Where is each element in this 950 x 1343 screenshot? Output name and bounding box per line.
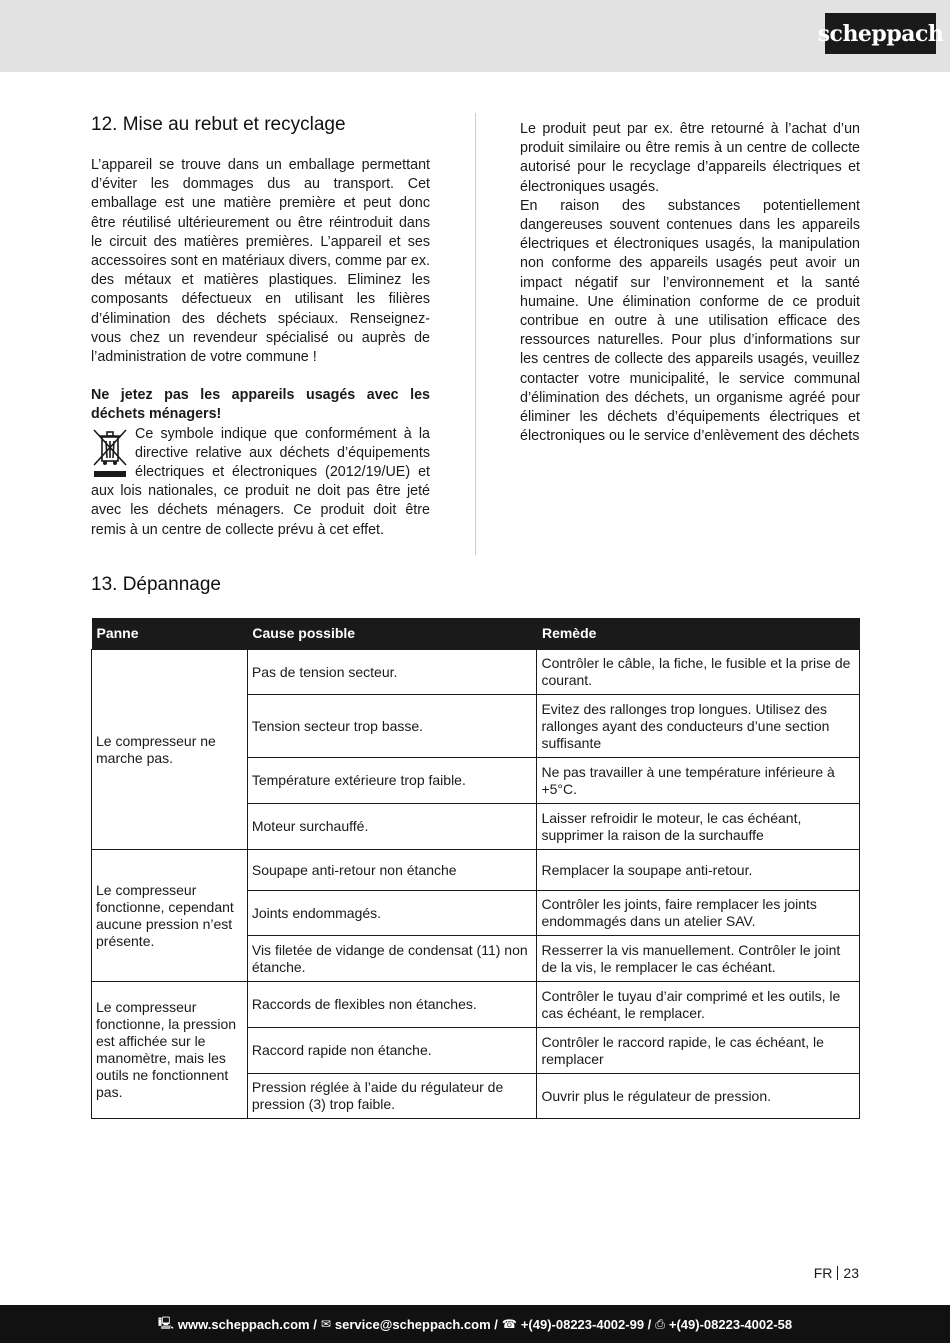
section-12-left-column: [91, 114, 430, 540]
fault-cell: Le compresseur fonctionne, cependant aucune pression n’est présente.: [92, 850, 248, 982]
cause-cell: Raccords de flexibles non étanches.: [247, 982, 537, 1028]
fax-icon: ⎙: [655, 1316, 665, 1331]
cause-cell: Moteur surchauffé.: [247, 804, 537, 850]
computer-icon: 🖳: [157, 1315, 174, 1330]
remedy-cell: Remplacer la soupape anti-retour.: [537, 850, 860, 891]
crossed-bin-icon: [91, 427, 129, 479]
cause-cell: Tension secteur trop basse.: [247, 695, 537, 758]
cause-cell: Pas de tension secteur.: [247, 650, 537, 695]
page-number: [814, 1265, 859, 1281]
remedy-cell: Contrôler le raccord rapide, le cas échéant, le remplacer: [537, 1028, 860, 1074]
table-row: [92, 982, 860, 1028]
brand-logo[interactable]: scheppach: [825, 13, 936, 54]
column-header-panne: Panne: [92, 618, 248, 650]
cause-cell: Raccord rapide non étanche.: [247, 1028, 537, 1074]
footer-bar: [0, 1305, 950, 1343]
column-header-remede: Remède: [537, 618, 860, 650]
fault-cell: Le compresseur ne marche pas.: [92, 650, 248, 850]
page-separator: [837, 1266, 838, 1280]
return-paragraph: Le produit peut par ex. être retourné à l’achat d’un produit similaire ou être remis à un centre de collecte autorisé pour le recyclage d’appareils électriques et électroniques usagés.: [520, 121, 860, 195]
cause-cell: Soupape anti-retour non étanche: [247, 850, 537, 891]
hazard-paragraph: En raison des substances potentiellement dangereuses souvent contenues dans les appareils électriques et électroniques usagés, la manipulation non conforme des appareils usagés peut avoir un impact négatif sur l’environnement et la santé humaine. Une élimination conforme de ce produit contribue en outre à une utilisation efficace des ressources naturelles. Pour plus d’informations sur les centres de collecte des appareils usagés, veuillez contacter votre municipalité, le service communal d’élimination des déchets, un organisme agréé pour éliminer les déchets d’équipements électriques et électroniques ou le service d’enlèvement des déchets: [520, 197, 860, 445]
household-waste-warning: Ne jetez pas les appareils usagés avec les déchets ménagers!: [91, 387, 430, 423]
remedy-cell: Ouvrir plus le régulateur de pression.: [537, 1074, 860, 1119]
section-12-number: 12.: [91, 114, 118, 135]
weee-notice: [91, 425, 430, 540]
phone-icon: ☎: [501, 1317, 517, 1331]
cause-cell: Vis filetée de vidange de condensat (11) non étanche.: [247, 936, 537, 982]
section-13-title: Dépannage: [122, 574, 221, 595]
page-language: FR: [813, 1265, 833, 1281]
remedy-cell: Laisser refroidir le moteur, le cas échéant, supprimer la raison de la surchauffe: [537, 804, 860, 850]
footer-email-link[interactable]: service@scheppach.com /: [334, 1316, 498, 1332]
footer-phone: +(49)-08223-4002-99 /: [520, 1316, 652, 1332]
section-13-number: 13.: [91, 574, 118, 595]
column-header-cause: Cause possible: [247, 618, 537, 650]
disposal-paragraph: L’appareil se trouve dans un emballage permettant d’éviter les dommages dus au transport. Cet emballage est une matière première et peut donc être réutilisé ultérieurement ou être réintroduit dans le circuit des matières premières. L’appareil et ses accessoires sont en matériaux divers, comme par ex. des métaux et matières plastiques. Eliminez les composants défectueux en utilisant les filières d’élimination des déchets spéciaux. Renseignez-vous chez un revendeur spécialisé ou auprès de l’administration de votre commune !: [91, 157, 430, 366]
header-bar: [0, 0, 950, 72]
cause-cell: Température extérieure trop faible.: [247, 758, 537, 804]
section-13-heading: [91, 574, 221, 596]
remedy-cell: Evitez des rallonges trop longues. Utilisez des rallonges ayant des conducteurs d’une section suffisante: [537, 695, 860, 758]
cause-cell: Joints endommagés.: [247, 891, 537, 936]
footer-fax: +(49)-08223-4002-58: [668, 1316, 793, 1332]
section-12-right-column: [520, 120, 860, 446]
table-header-row: [92, 618, 860, 650]
weee-paragraph: Ce symbole indique que conformément à la directive relative aux déchets d’équipements électriques et électroniques (2012/19/UE) et aux lois nationales, ce produit ne doit pas être jeté avec les déchets ménagers. Ce produit doit être remis à un centre de collecte prévu à cet effet.: [91, 425, 430, 538]
fault-cell: Le compresseur fonctionne, la pression est affichée sur le manomètre, mais les outils ne fonctionnent pas.: [92, 982, 248, 1119]
table-row: [92, 850, 860, 891]
mail-icon: ✉: [320, 1317, 331, 1331]
remedy-cell: Resserrer la vis manuellement. Contrôler le joint de la vis, le remplacer le cas échéant.: [537, 936, 860, 982]
troubleshooting-table: [91, 618, 860, 1119]
footer-website-link[interactable]: www.scheppach.com /: [177, 1316, 317, 1332]
remedy-cell: Contrôler le câble, la fiche, le fusible et la prise de courant.: [537, 650, 860, 695]
remedy-cell: Ne pas travailler à une température inférieure à +5°C.: [537, 758, 860, 804]
section-12-heading: [91, 114, 430, 136]
cause-cell: Pression réglée à l’aide du régulateur de pression (3) trop faible.: [247, 1074, 537, 1119]
remedy-cell: Contrôler le tuyau d’air comprimé et les outils, le cas échéant, le remplacer.: [537, 982, 860, 1028]
section-12-title: Mise au rebut et recyclage: [122, 114, 346, 135]
table-row: [92, 650, 860, 695]
column-divider: [475, 113, 476, 555]
remedy-cell: Contrôler les joints, faire remplacer les joints endommagés dans un atelier SAV.: [537, 891, 860, 936]
page-index: 23: [843, 1265, 859, 1281]
